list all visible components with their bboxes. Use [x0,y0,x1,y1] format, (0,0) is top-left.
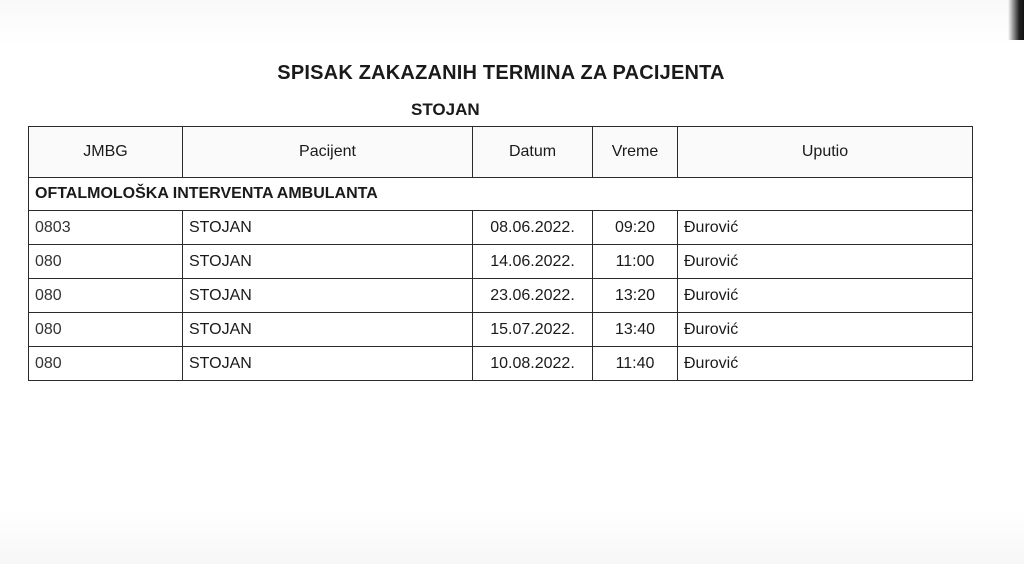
cell-uputio: Đurović [678,313,973,347]
cell-datum: 08.06.2022. [473,211,593,245]
header-vreme: Vreme [593,127,678,178]
cell-pacijent: STOJAN [183,211,473,245]
cell-pacijent: STOJAN [183,347,473,381]
cell-pacijent: STOJAN [183,313,473,347]
cell-datum: 14.06.2022. [473,245,593,279]
cell-uputio: Đurović [678,347,973,381]
header-jmbg: JMBG [29,127,183,178]
appointments-table [28,126,973,381]
header-datum: Datum [473,127,593,178]
cell-jmbg: 080 [29,347,183,381]
cell-vreme: 13:40 [593,313,678,347]
cell-pacijent: STOJAN [183,279,473,313]
cell-jmbg: 080 [29,313,183,347]
cell-uputio: Đurović [678,279,973,313]
document-title: SPISAK ZAKAZANIH TERMINA ZA PACIJENTA [277,62,725,84]
cell-jmbg: 080 [29,279,183,313]
table-row [29,313,973,347]
cell-jmbg: 080 [29,245,183,279]
table-row [29,279,973,313]
cell-vreme: 11:40 [593,347,678,381]
table-row [29,211,973,245]
cell-datum: 23.06.2022. [473,279,593,313]
table-row [29,245,973,279]
cell-uputio: Đurović [678,211,973,245]
cell-uputio: Đurović [678,245,973,279]
table-row [29,347,973,381]
header-uputio: Uputio [678,127,973,178]
table-header-row [29,127,973,178]
cell-vreme: 13:20 [593,279,678,313]
patient-name-heading: STOJAN [411,100,480,119]
cell-datum: 10.08.2022. [473,347,593,381]
cell-vreme: 11:00 [593,245,678,279]
cell-jmbg: 0803 [29,211,183,245]
section-row [29,178,973,211]
section-title: OFTALMOLOŠKA INTERVENTA AMBULANTA [29,178,973,211]
scan-edge-shadow [1008,0,1024,40]
cell-datum: 15.07.2022. [473,313,593,347]
cell-pacijent: STOJAN [183,245,473,279]
header-pacijent: Pacijent [183,127,473,178]
cell-vreme: 09:20 [593,211,678,245]
